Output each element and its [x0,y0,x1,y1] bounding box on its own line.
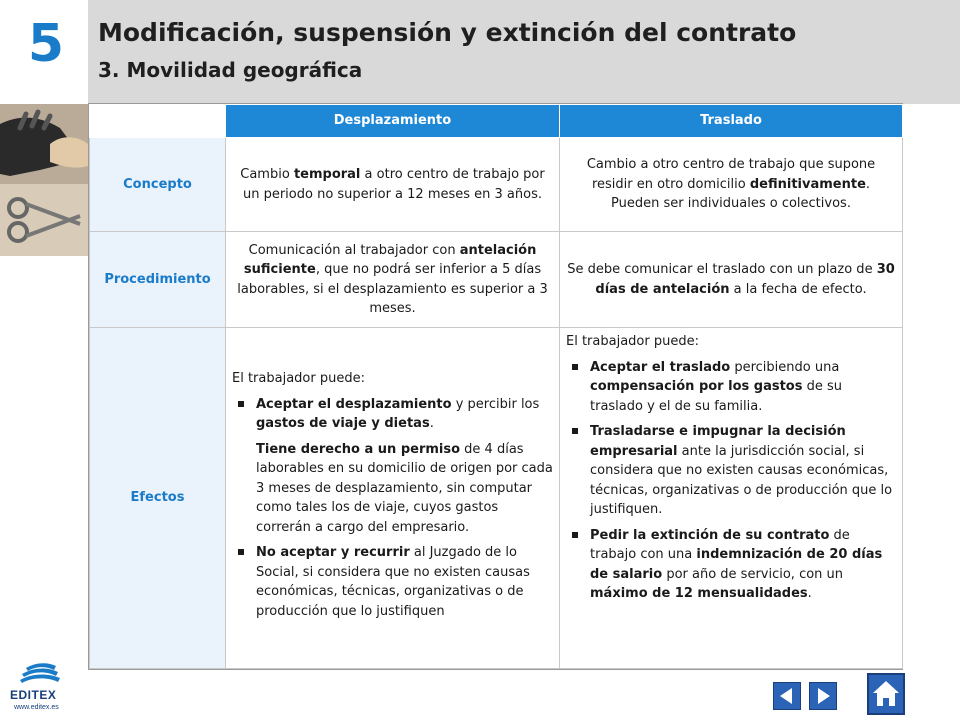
cell-procedimiento-desplazamiento: Comunicación al trabajador con antelación suficiente, que no podrá ser inferior a 5 días laborables, si el desplazamiento es superior a 3 meses. [226,232,560,328]
table-row [90,138,903,232]
triangle-left-icon [774,683,800,709]
efectos-traslado-intro: El trabajador puede: [566,334,699,349]
column-header-traslado: Traslado [560,105,903,138]
bullet-square-icon [238,401,244,407]
bullet-square-icon [572,428,578,434]
header-band [88,0,960,104]
triangle-right-icon [810,683,836,709]
permiso-note: Tiene derecho a un permiso de 4 días laborables en su domicilio de origen por cada 3 meses de desplazamiento, sin computar como tales los de viaje, cuyos gastos correrán a cargo del empresario. [256,441,553,535]
table-row [90,328,903,669]
bullet-square-icon [572,364,578,370]
cell-concepto-desplazamiento: Cambio temporal a otro centro de trabajo por un periodo no superior a 12 meses en 3 años. [226,138,560,232]
row-label-concepto: Concepto [90,138,226,232]
row-label-efectos: Efectos [90,328,226,669]
home-icon [869,675,903,713]
bullet-square-icon [572,532,578,538]
previous-slide-button[interactable] [773,682,801,710]
table-header-row [90,105,903,138]
cell-procedimiento-traslado: Se debe comunicar el traslado con un plazo de 30 días de antelación a la fecha de efecto. [560,232,903,328]
chapter-number: 5 [27,14,65,74]
logo-text: EDITEX [10,688,57,702]
decorative-hands-scissors-image [0,104,88,256]
list-item: Trasladarse e impugnar la decisión empresarial ante la jurisdicción social, si considera que no existen causas económicas, técnicas, organizativas o de producción que lo justifiquen. [566,422,896,520]
header-corner-cell [90,105,226,138]
cell-concepto-traslado: Cambio a otro centro de trabajo que supone residir en otro domicilio definitivamente. Pueden ser individuales o colectivos. [560,138,903,232]
row-label-procedimiento: Procedimiento [90,232,226,328]
logo-url: www.editex.es [14,704,59,711]
movilidad-table [88,103,903,670]
efectos-desplazamiento-list [232,395,553,622]
table-row [90,232,903,328]
home-button[interactable] [867,673,905,715]
next-slide-button[interactable] [809,682,837,710]
efectos-desplazamiento-intro: El trabajador puede: [232,371,365,386]
list-item: Aceptar el traslado percibiendo una compensación por los gastos de su traslado y el de su familia. [566,358,896,417]
cell-efectos-desplazamiento [226,328,560,669]
list-item: No aceptar y recurrir al Juzgado de lo Social, si considera que no existen causas económicas, técnicas, organizativas o de producción que lo justifiquen [232,543,553,621]
bullet-square-icon [238,549,244,555]
page-subtitle: 3. Movilidad geográfica [98,58,363,82]
page-title: Modificación, suspensión y extinción del contrato [98,18,797,47]
list-item: Aceptar el desplazamiento y percibir los gastos de viaje y dietas. [232,395,553,434]
list-item: Pedir la extinción de su contrato de trabajo con una indemnización de 20 días de salario por año de servicio, con un máximo de 12 mensualidades. [566,526,896,604]
column-header-desplazamiento: Desplazamiento [226,105,560,138]
efectos-traslado-list [566,358,896,604]
cell-efectos-traslado [560,328,903,669]
